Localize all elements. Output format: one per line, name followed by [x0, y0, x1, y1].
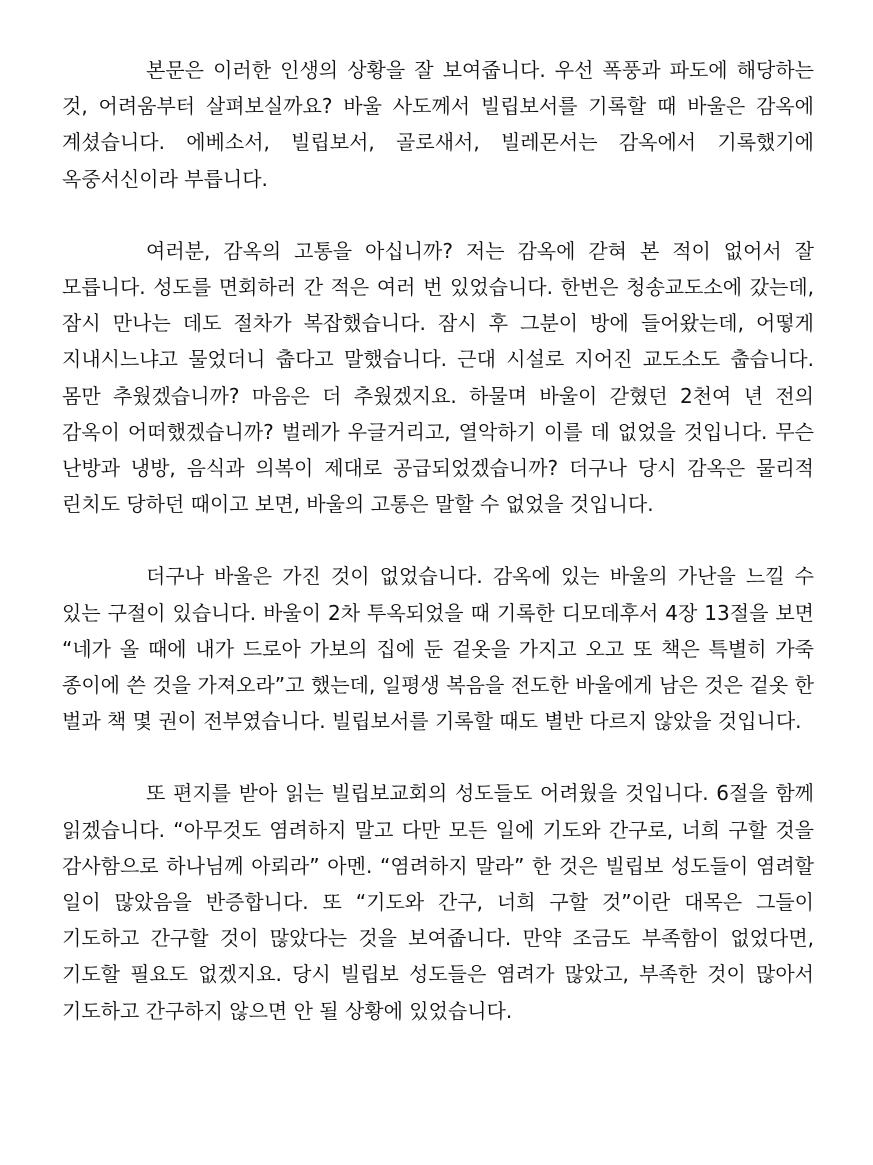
paragraph-1: 본문은 이러한 인생의 상황을 잘 보여줍니다. 우선 폭풍과 파도에 해당하는 것, 어려움부터 살펴보실까요? 바울 사도께서 빌립보서를 기록할 때 바울은 감옥에 계셨습니다. 에베소서, 빌립보서, 골로새서, 빌레몬서는 감옥에서 기록했기에 옥중서신이라 부릅니다.	[62, 58, 814, 191]
paragraph-3: 더구나 바울은 가진 것이 없었습니다. 감옥에 있는 바울의 가난을 느낄 수 있는 구절이 있습니다. 바울이 2차 투옥되었을 때 기록한 디모데후서 4장 13절을 보면 “네가 올 때에 내가 드로아 가보의 집에 둔 겉옷을 가지고 오고 또 책은 특별히 가죽 종이에 쓴 것을 가져오라”고 했는데, 일평생 복음을 전도한 바울에게 남은 것은 겉옷 한 벌과 책 몇 권이 전부였습니다. 빌립보서를 기록할 때도 별반 다르지 않았을 것입니다.	[62, 564, 814, 734]
paragraph-4: 또 편지를 받아 읽는 빌립보교회의 성도들도 어려웠을 것입니다. 6절을 함께 읽겠습니다. “아무것도 염려하지 말고 다만 모든 일에 기도와 간구로, 너희 구할 것을 감사함으로 하나님께 아뢰라” 아멘. “염려하지 말라” 한 것은 빌립보 성도들이 염려할 일이 많았음을 반증합니다. 또 “기도와 간구, 너희 구할 것”이란 대목은 그들이 기도하고 간구할 것이 많았다는 것을 보여줍니다. 만약 조금도 부족함이 없었다면, 기도할 필요도 없겠지요. 당시 빌립보 성도들은 염려가 많았고, 부족한 것이 많아서 기도하고 간구하지 않으면 안 될 상황에 있었습니다.	[62, 781, 814, 1023]
document-page	[62, 52, 814, 1029]
paragraph-2: 여러분, 감옥의 고통을 아십니까? 저는 감옥에 갇혀 본 적이 없어서 잘 모릅니다. 성도를 면회하러 간 적은 여러 번 있었습니다. 한번은 청송교도소에 갔는데, 잠시 만나는 데도 절차가 복잡했습니다. 잠시 후 그분이 방에 들어왔는데, 어떻게 지내시느냐고 물었더니 춥다고 말했습니다. 근대 시설로 지어진 교도소도 춥습니다. 몸만 추웠겠습니까? 마음은 더 추웠겠지요. 하물며 바울이 갇혔던 2천여 년 전의 감옥이 어떠했겠습니까? 벌레가 우글거리고, 열악하기 이를 데 없었을 것입니다. 무슨 난방과 냉방, 음식과 의복이 제대로 공급되었겠습니까? 더구나 당시 감옥은 물리적 린치도 당하던 때이고 보면, 바울의 고통은 말할 수 없었을 것입니다.	[62, 238, 814, 517]
